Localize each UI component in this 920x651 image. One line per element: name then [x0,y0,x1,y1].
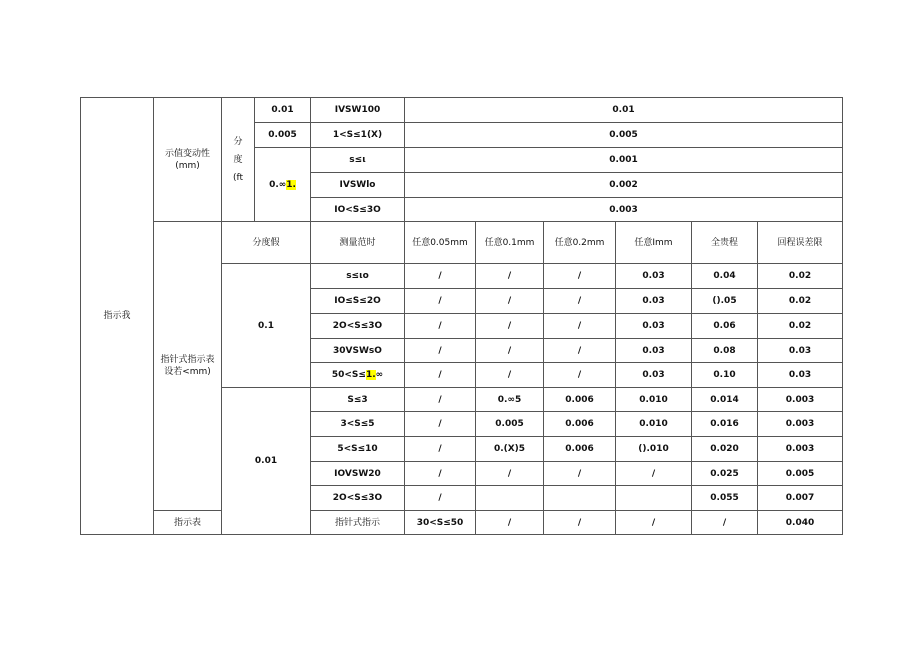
value-cell: / [544,363,616,388]
value-cell: 0.020 [692,437,758,462]
header-cell: 任意0.1mm [476,222,544,264]
group-division: 0.01 [222,388,311,535]
value-cell: / [476,462,544,486]
value-cell: 0.10 [692,363,758,388]
value-cell: 0.010 [616,412,692,437]
value-cell: 0.03 [616,289,692,314]
header-cell: 任意Imm [616,222,692,264]
header-cell: 回程误差限 [758,222,843,264]
value-cell: / [405,412,476,437]
value-cell [476,486,544,511]
division-label: 分 度 (ft [222,98,255,222]
value-cell: / [616,511,692,535]
value-cell: 0.03 [758,339,843,363]
value-cell: 0.014 [692,388,758,412]
value-cell: 0.040 [758,511,843,535]
division-value: 0.01 [255,98,311,123]
header-cell: 分度假 [222,222,311,264]
value-cell: 0.02 [758,289,843,314]
value-cell: / [405,289,476,314]
range-cell: 2O<S≤3O [311,314,405,339]
value-cell: 0.006 [544,437,616,462]
range-cell: 1<S≤1(X) [311,123,405,148]
value-cell: 0.007 [758,486,843,511]
category-cell: 指示我 [81,98,154,535]
value-cell: 0.010 [616,388,692,412]
value-cell: ().010 [616,437,692,462]
value-cell: 0.016 [692,412,758,437]
value-cell: / [544,339,616,363]
pointer-indicator-label: 指针式指示 [311,511,405,535]
value-cell: 0.03 [758,363,843,388]
value-cell [616,486,692,511]
value-cell: 0.04 [692,264,758,289]
variability-label: 示值变动性 (mm) [154,98,222,222]
value-cell: 0.003 [758,388,843,412]
value-cell: 0.003 [405,198,843,222]
value-cell [544,486,616,511]
value-cell: / [405,314,476,339]
value-cell: / [476,314,544,339]
value-cell: 0.∞5 [476,388,544,412]
pointer-indicator-label: 指针式指示表 设若<mm) [154,222,222,511]
range-cell: IVSW100 [311,98,405,123]
value-cell: 0.003 [758,437,843,462]
value-cell: 0.002 [405,173,843,198]
value-cell: 0.025 [692,462,758,486]
value-cell: 0.006 [544,412,616,437]
value-cell: 0.001 [405,148,843,173]
value-cell: / [405,363,476,388]
value-cell: 0.005 [476,412,544,437]
range-cell: 30VSWsO [311,339,405,363]
range-cell: IO≤S≤2O [311,289,405,314]
value-cell: 0.03 [616,339,692,363]
range-cell: 50<S≤1.∞ [311,363,405,388]
value-cell: 0.005 [405,123,843,148]
header-cell: 测量范时 [311,222,405,264]
value-cell: / [405,437,476,462]
header-cell: 全贵程 [692,222,758,264]
division-value: 0.∞1. [255,148,311,222]
value-cell: 0.(X)5 [476,437,544,462]
value-cell: / [476,339,544,363]
value-cell: 0.003 [758,412,843,437]
value-cell: / [405,388,476,412]
range-cell: S≤3 [311,388,405,412]
value-cell: 0.03 [616,264,692,289]
range-cell: IO<S≤3O [311,198,405,222]
value-cell: / [405,339,476,363]
range-cell: 2O<S≤3O [311,486,405,511]
value-cell: ().05 [692,289,758,314]
category-cell: 指示表 [154,511,222,535]
value-cell: / [476,511,544,535]
value-cell: / [544,462,616,486]
value-cell: / [405,264,476,289]
range-cell: IOVSW20 [311,462,405,486]
range-cell: 3<S≤5 [311,412,405,437]
value-cell: / [476,289,544,314]
value-cell: 0.01 [405,98,843,123]
value-cell: / [405,486,476,511]
value-cell: / [692,511,758,535]
value-cell: / [544,314,616,339]
value-cell: / [544,289,616,314]
value-cell: 0.08 [692,339,758,363]
header-cell: 任意0.2mm [544,222,616,264]
value-cell: 0.03 [616,314,692,339]
range-cell: s≤ι [311,148,405,173]
value-cell: 0.02 [758,314,843,339]
tolerance-table [80,97,843,535]
range-cell: 5<S≤10 [311,437,405,462]
group-division: 0.1 [222,264,311,388]
range-cell: s≤ιo [311,264,405,289]
value-cell: 0.006 [544,388,616,412]
value-cell: 0.06 [692,314,758,339]
value-cell: 0.005 [758,462,843,486]
value-cell: 0.02 [758,264,843,289]
range-cell: 30<S≤50 [405,511,476,535]
value-cell: / [476,264,544,289]
value-cell: / [544,264,616,289]
value-cell: 0.055 [692,486,758,511]
value-cell: 0.03 [616,363,692,388]
value-cell: / [476,363,544,388]
value-cell: / [616,462,692,486]
division-value: 0.005 [255,123,311,148]
value-cell: / [544,511,616,535]
value-cell: / [405,462,476,486]
header-cell: 任意0.05mm [405,222,476,264]
range-cell: IVSWlo [311,173,405,198]
